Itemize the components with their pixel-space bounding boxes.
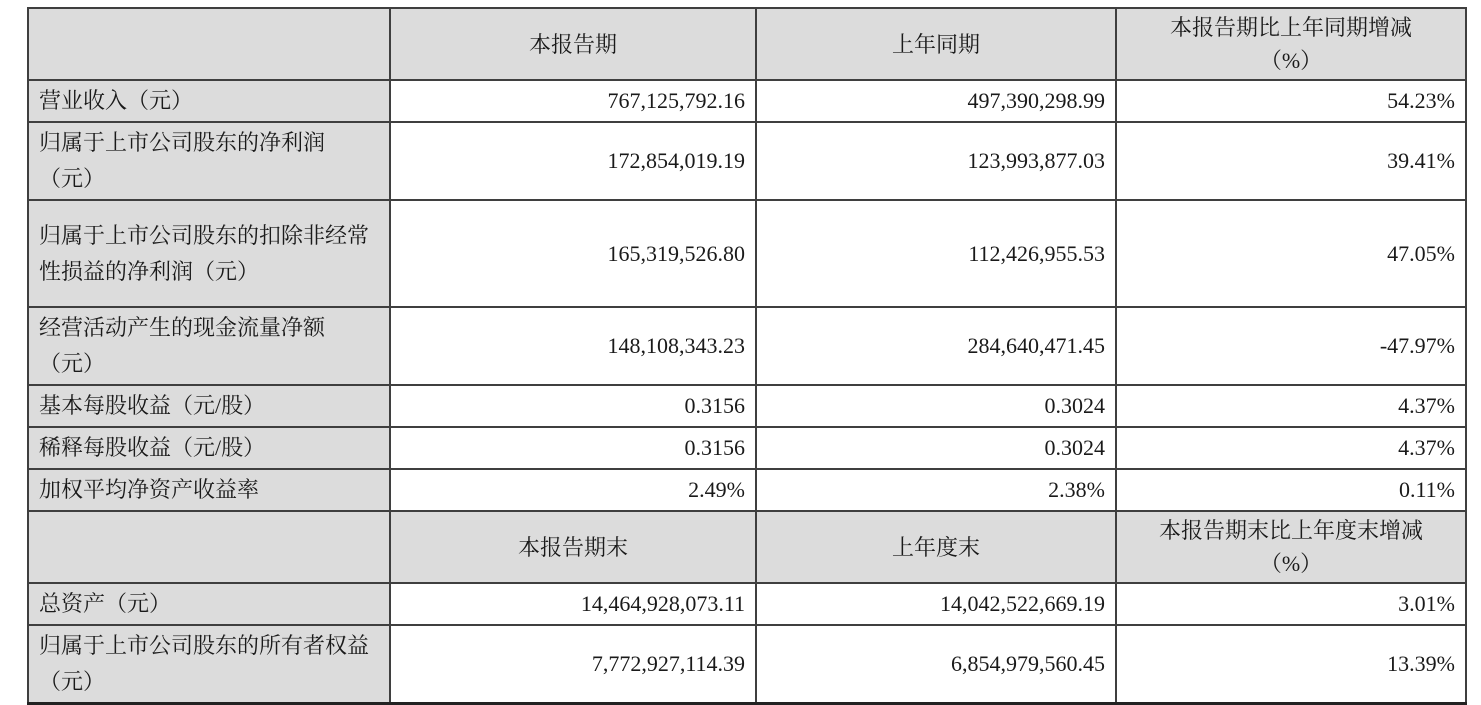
table-row <box>28 200 1466 307</box>
change-value: 0.11% <box>1116 469 1466 511</box>
section1-col-change-header-line2: （%） <box>1259 48 1323 73</box>
section2-header-row <box>28 511 1466 583</box>
prior-period-value: 284,640,471.45 <box>756 307 1116 385</box>
section2-col-change-header-line2: （%） <box>1259 551 1323 576</box>
current-period-value: 0.3156 <box>390 427 756 469</box>
prior-period-value: 497,390,298.99 <box>756 80 1116 122</box>
change-value: 13.39% <box>1116 625 1466 704</box>
section1-corner-cell <box>28 8 390 80</box>
row-label: 归属于上市公司股东的扣除非经常性损益的净利润（元） <box>28 200 390 307</box>
row-label: 总资产（元） <box>28 583 390 625</box>
financial-summary-table-wrap <box>27 7 1467 705</box>
section2-col-prior-header: 上年度末 <box>756 511 1116 583</box>
change-value: 4.37% <box>1116 427 1466 469</box>
current-period-value: 148,108,343.23 <box>390 307 756 385</box>
change-value: -47.97% <box>1116 307 1466 385</box>
table-row <box>28 385 1466 427</box>
change-value: 39.41% <box>1116 122 1466 200</box>
current-period-value: 14,464,928,073.11 <box>390 583 756 625</box>
financial-summary-table <box>27 7 1467 705</box>
section2-col-change-header-line1: 本报告期末比上年度末增减 <box>1158 518 1423 543</box>
table-row <box>28 625 1466 704</box>
prior-period-value: 0.3024 <box>756 427 1116 469</box>
change-value: 47.05% <box>1116 200 1466 307</box>
current-period-value: 165,319,526.80 <box>390 200 756 307</box>
row-label: 基本每股收益（元/股） <box>28 385 390 427</box>
change-value: 3.01% <box>1116 583 1466 625</box>
prior-period-value: 2.38% <box>756 469 1116 511</box>
table-row <box>28 469 1466 511</box>
row-label: 归属于上市公司股东的净利润（元） <box>28 122 390 200</box>
section2-col-current-header: 本报告期末 <box>390 511 756 583</box>
table-row <box>28 427 1466 469</box>
row-label: 经营活动产生的现金流量净额（元） <box>28 307 390 385</box>
section1-col-change-header-line1: 本报告期比上年同期增减 <box>1169 15 1412 40</box>
row-label: 营业收入（元） <box>28 80 390 122</box>
section1-header-row <box>28 8 1466 80</box>
table-row <box>28 122 1466 200</box>
row-label: 归属于上市公司股东的所有者权益（元） <box>28 625 390 704</box>
current-period-value: 172,854,019.19 <box>390 122 756 200</box>
current-period-value: 0.3156 <box>390 385 756 427</box>
prior-period-value: 14,042,522,669.19 <box>756 583 1116 625</box>
row-label: 稀释每股收益（元/股） <box>28 427 390 469</box>
table-row <box>28 80 1466 122</box>
current-period-value: 767,125,792.16 <box>390 80 756 122</box>
prior-period-value: 123,993,877.03 <box>756 122 1116 200</box>
section1-col-prior-header: 上年同期 <box>756 8 1116 80</box>
change-value: 4.37% <box>1116 385 1466 427</box>
current-period-value: 7,772,927,114.39 <box>390 625 756 704</box>
section1-col-change-header <box>1116 8 1466 80</box>
current-period-value: 2.49% <box>390 469 756 511</box>
table-row <box>28 307 1466 385</box>
row-label: 加权平均净资产收益率 <box>28 469 390 511</box>
table-row <box>28 583 1466 625</box>
prior-period-value: 112,426,955.53 <box>756 200 1116 307</box>
prior-period-value: 0.3024 <box>756 385 1116 427</box>
change-value: 54.23% <box>1116 80 1466 122</box>
section2-col-change-header <box>1116 511 1466 583</box>
prior-period-value: 6,854,979,560.45 <box>756 625 1116 704</box>
section2-corner-cell <box>28 511 390 583</box>
section1-col-current-header: 本报告期 <box>390 8 756 80</box>
